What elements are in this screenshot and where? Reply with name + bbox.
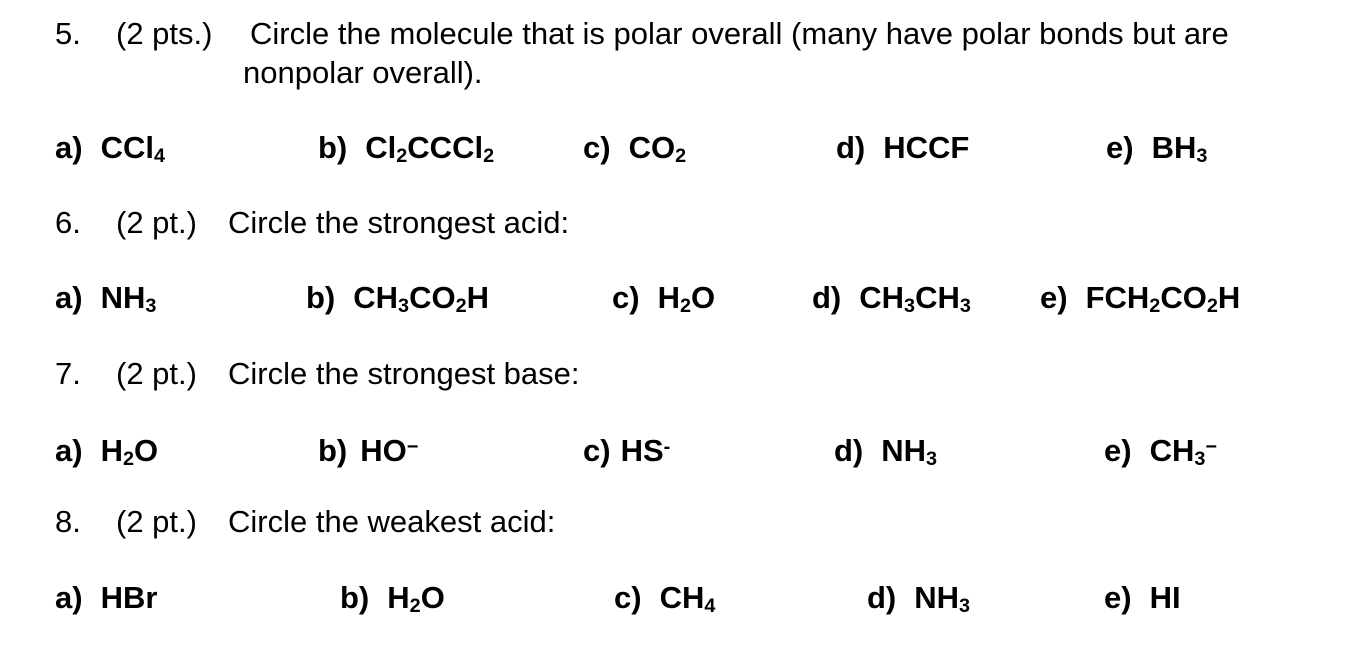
option-letter: d)	[834, 433, 864, 468]
question-prompt: Circle the strongest base:	[228, 356, 580, 391]
option-5-e	[1106, 130, 1208, 168]
molecule-formula: $NH_3$	[100, 280, 157, 318]
molecule-formula: $H_2O$	[657, 280, 716, 318]
option-letter: a)	[55, 130, 83, 165]
option-5-c	[583, 130, 687, 168]
molecule-formula: $NH_3$	[914, 580, 971, 618]
option-letter: c)	[612, 280, 640, 315]
option-letter: c)	[583, 130, 611, 165]
option-letter: c)	[614, 580, 642, 615]
question-prompt: Circle the strongest acid:	[228, 205, 570, 240]
option-letter: d)	[867, 580, 897, 615]
option-letter: d)	[812, 280, 842, 315]
option-6-c	[612, 280, 716, 318]
question-number: 7.	[55, 356, 81, 391]
option-letter: c)	[583, 433, 611, 468]
question-points: (2 pt.)	[116, 504, 197, 539]
option-8-e	[1104, 581, 1181, 615]
molecule-formula: HBr	[100, 580, 158, 615]
molecule-formula: $CH_3^-$	[1149, 433, 1217, 471]
molecule-formula: $CH_4$	[659, 580, 716, 618]
option-7-b	[318, 434, 418, 468]
molecule-formula: $CO_2$	[628, 130, 687, 168]
option-6-b	[306, 280, 489, 318]
question-prompt: Circle the molecule that is polar overall (many have polar bonds but are	[250, 16, 1229, 51]
option-8-c	[614, 580, 716, 618]
option-letter: e)	[1106, 130, 1134, 165]
option-8-b	[340, 580, 445, 618]
option-6-d	[812, 280, 971, 318]
question-number: 6.	[55, 205, 81, 240]
question-number: 8.	[55, 504, 81, 539]
option-letter: a)	[55, 280, 83, 315]
option-letter: b)	[306, 280, 336, 315]
option-letter: e)	[1104, 580, 1132, 615]
option-letter: a)	[55, 580, 83, 615]
option-letter: e)	[1104, 433, 1132, 468]
molecule-formula: $CH_3CH_3$	[859, 280, 971, 318]
molecule-formula: $H_2O$	[100, 433, 159, 471]
molecule-formula: $NH_3$	[881, 433, 938, 471]
option-5-d	[836, 131, 969, 165]
option-letter: e)	[1040, 280, 1068, 315]
molecule-formula: $BH_3$	[1151, 130, 1208, 168]
option-6-e	[1040, 280, 1241, 318]
option-5-a	[55, 130, 165, 168]
option-7-d	[834, 433, 938, 471]
molecule-formula: HO−	[360, 433, 419, 468]
option-letter: b)	[318, 433, 348, 468]
molecule-formula: HCCF	[883, 130, 970, 165]
option-5-b	[318, 130, 495, 168]
molecule-formula: $FCH_2CO_2H$	[1085, 280, 1241, 318]
question-number: 5.	[55, 16, 81, 51]
question-points: (2 pts.)	[116, 16, 213, 51]
molecule-formula: $CH_3CO_2H$	[353, 280, 489, 318]
molecule-formula: HI	[1149, 580, 1181, 615]
question-prompt: Circle the weakest acid:	[228, 504, 556, 539]
option-letter: b)	[318, 130, 348, 165]
question-points: (2 pt.)	[116, 356, 197, 391]
option-8-a	[55, 581, 157, 615]
option-letter: d)	[836, 130, 866, 165]
option-7-a	[55, 433, 159, 471]
question-prompt-line2: nonpolar overall).	[243, 55, 483, 90]
option-7-e	[1104, 433, 1217, 471]
molecule-formula: $H_2O$	[387, 580, 445, 618]
molecule-formula: CCl$_4$	[100, 130, 165, 168]
question-points: (2 pt.)	[116, 205, 197, 240]
option-letter: b)	[340, 580, 370, 615]
option-letter: a)	[55, 433, 83, 468]
molecule-formula: HS-	[620, 433, 671, 468]
option-6-a	[55, 280, 157, 318]
molecule-formula: $Cl_2CCCl_2$	[365, 130, 495, 168]
option-8-d	[867, 580, 971, 618]
option-7-c	[583, 434, 670, 468]
